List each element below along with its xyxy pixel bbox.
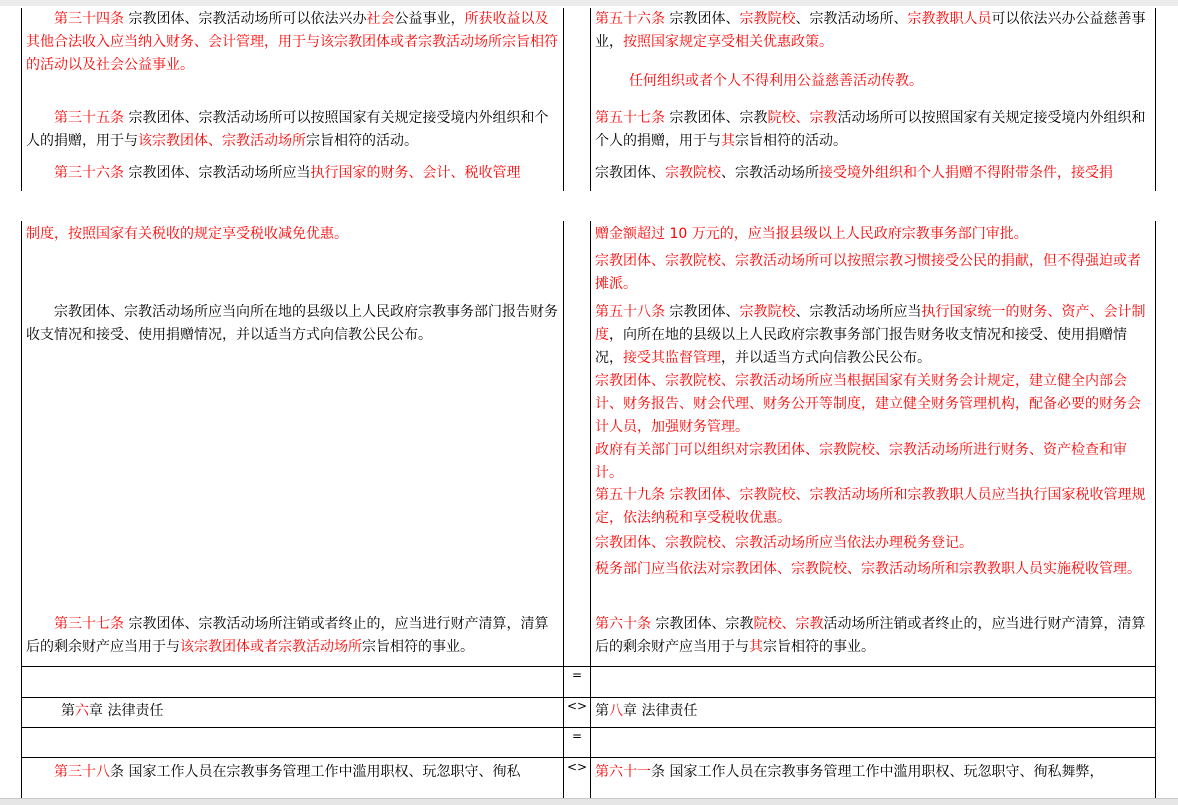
text-segment: ，向所在地的县级以上人民政府宗教事务部门报告财务收支情况和接受、使用捐赠情况， <box>595 327 1127 366</box>
changed-text: 按照国家规定享受相关优惠政策。 <box>623 34 833 50</box>
changed-text: 八 <box>609 703 623 719</box>
changed-text: 任何组织或者个人不得利用公益慈善活动传教。 <box>629 73 923 89</box>
old-article-34 <box>26 8 558 77</box>
changed-text: 社会 <box>366 11 395 27</box>
table-right-border <box>1155 221 1156 798</box>
changed-text: 第五十六条 <box>595 11 665 27</box>
text-segment: 章 法律责任 <box>623 703 698 719</box>
table-right-border <box>1155 8 1156 191</box>
text-segment: 宗教团体、 <box>665 304 740 320</box>
table-left-border <box>21 8 22 191</box>
new-article-60 <box>595 613 1151 659</box>
old-chapter-heading <box>61 700 558 723</box>
changed-text: 该宗教团体、宗教活动场所 <box>138 133 306 149</box>
new-article-58-para3 <box>595 439 1151 485</box>
changed-text: 该宗教团体或者宗教活动场所 <box>180 639 362 655</box>
changed-text: 第五十九条 宗教团体、宗教院校、宗教活动场所和宗教教职人员应当执行国家税收管理规定，依法纳税和享受税收优惠。 <box>595 487 1146 526</box>
text-segment: 活动场所可以按照国家有关规定接受境内外组织和个人的捐赠，用于与 <box>595 110 1146 149</box>
changed-text: 院校、宗教 <box>753 616 824 632</box>
changed-text: 执行国家的财务、会计、税收管理 <box>310 165 521 181</box>
changed-text: 赠金额超过 10 万元的，应当报县级以上人民政府宗教事务部门审批。 <box>595 226 1028 242</box>
new-article-59-para2 <box>595 532 1151 555</box>
table-row-border <box>21 757 1156 758</box>
changed-text: 第五十八条 <box>595 304 665 320</box>
text-segment: 第 <box>61 703 75 719</box>
changed-text: 六 <box>75 703 89 719</box>
changed-text: 所获收益以及其他合法收入应当纳入财务、会计管理，用于与该宗教团体或者宗教活动场所宗旨相符的活动以及社会公益事业。 <box>26 11 558 73</box>
changed-text: 宗教院校 <box>739 304 796 320</box>
text-segment: 宗旨相符的活动。 <box>735 133 847 149</box>
text-segment: 宗教团体、宗教 <box>665 110 768 126</box>
changed-text: 其 <box>721 133 735 149</box>
table-divider-right <box>590 221 591 798</box>
old-article-36-cont <box>26 223 558 246</box>
text-segment: 条 国家工作人员在宗教事务管理工作中滥用职权、玩忽职守、徇私 <box>110 764 521 780</box>
new-chapter-heading <box>595 700 1151 723</box>
changed-text: 宗教团体、宗教院校、宗教活动场所应当根据国家有关财务会计规定，建立健全内部会计、财务报告、财会代理、财务公开等制度，建立健全财务管理机构，配备必要的财务会计人员，加强财务管理。 <box>595 373 1141 435</box>
old-article-35 <box>26 107 558 153</box>
new-article-57 <box>595 107 1151 153</box>
changed-text: 第三十八 <box>54 764 110 780</box>
changed-text: 院校、宗教 <box>767 110 838 126</box>
old-article-36-para2 <box>26 301 558 347</box>
compare-equal-mark: = <box>571 668 583 682</box>
text-segment: 、宗教活动场所应当 <box>795 304 922 320</box>
changed-text: 宗教院校 <box>665 165 721 181</box>
text-segment: 宗旨相符的事业。 <box>763 639 875 655</box>
new-article-59 <box>595 484 1151 530</box>
changed-text: 宗教院校 <box>739 11 796 27</box>
text-segment: 宗教团体、宗教活动场所应当向所在地的县级以上人民政府宗教事务部门报告财务收支情况和接受、使用捐赠情况，并以适当方式向信教公民公布。 <box>26 304 558 343</box>
table-row-border <box>21 727 1156 728</box>
changed-text: 第五十七条 <box>595 110 665 126</box>
changed-text: 第三十七条 <box>54 616 124 632</box>
changed-text: 政府有关部门可以组织对宗教团体、宗教院校、宗教活动场所进行财务、资产检查和审计。 <box>595 442 1127 481</box>
table-row-border <box>21 666 1156 667</box>
changed-text: 第三十五条 <box>54 110 124 126</box>
table-row-border <box>21 697 1156 698</box>
text-segment: 条 国家工作人员在宗教事务管理工作中滥用职权、玩忽职守、徇私舞弊， <box>651 764 1104 780</box>
text-segment: 可以依法兴办公益慈善事业， <box>595 11 1146 50</box>
changed-text: 第三十六条 <box>54 165 124 181</box>
table-left-border <box>21 221 22 798</box>
new-article-58-para2 <box>595 370 1151 439</box>
new-article-58 <box>595 301 1151 370</box>
new-article-61 <box>595 761 1151 784</box>
changed-text: 接受境外组织和个人捐赠不得附带条件，接受捐 <box>819 165 1113 181</box>
new-article-56 <box>595 8 1151 54</box>
compare-diff-mark: <> <box>566 760 588 774</box>
changed-text: 宗教教职人员 <box>907 11 992 27</box>
text-segment: 宗旨相符的事业。 <box>362 639 474 655</box>
new-article-57-para3 <box>595 250 1151 296</box>
new-article-59-para3 <box>595 558 1151 581</box>
old-article-37 <box>26 613 558 659</box>
new-article-56-para2 <box>595 70 1151 93</box>
changed-text: 第六十条 <box>595 616 651 632</box>
changed-text: 其 <box>749 639 763 655</box>
text-segment: 宗教团体、宗教活动场所应当 <box>124 165 311 181</box>
changed-text: 制度，按照国家有关税收的规定享受税收减免优惠。 <box>26 226 348 242</box>
new-article-57-para2 <box>595 162 1151 185</box>
text-segment: 章 法律责任 <box>89 703 164 719</box>
new-article-57-cont <box>595 223 1151 246</box>
text-segment: 宗教团体、 <box>595 165 665 181</box>
text-segment: ，并以适当方式向信教公民公布。 <box>721 350 931 366</box>
old-article-38 <box>26 761 558 784</box>
changed-text: 第六十一 <box>595 764 651 780</box>
text-segment: 宗教团体、宗教活动场所可以按照国家有关规定接受境内外组织和个人的捐赠，用于与 <box>26 110 549 149</box>
text-segment: 、宗教活动场所、 <box>795 11 908 27</box>
changed-text: 接受其监督管理 <box>623 350 721 366</box>
compare-equal-mark: = <box>571 729 583 743</box>
table-divider-left <box>563 8 564 191</box>
text-segment: 第 <box>595 703 609 719</box>
changed-text: 执行国家统一的财务、资产、会计制度 <box>595 304 1146 343</box>
changed-text: 第三十四条 <box>54 11 124 27</box>
changed-text: 税务部门应当依法对宗教团体、宗教院校、宗教活动场所和宗教教职人员实施税收管理。 <box>595 561 1141 577</box>
text-segment: 公益事业， <box>394 11 465 27</box>
text-segment: 、宗教活动场所 <box>721 165 819 181</box>
text-segment: 宗教团体、宗教活动场所注销或者终止的，应当进行财产清算，清算后的剩余财产应当用于与 <box>26 616 549 655</box>
page-edge-top <box>0 0 1178 6</box>
table-divider-right <box>590 8 591 191</box>
changed-text: 宗教团体、宗教院校、宗教活动场所应当依法办理税务登记。 <box>595 535 973 551</box>
text-segment: 宗教团体、宗教 <box>651 616 754 632</box>
text-segment: 宗教团体、宗教活动场所可以依法兴办 <box>124 11 367 27</box>
old-article-36 <box>26 162 558 185</box>
compare-diff-mark: <> <box>566 699 588 713</box>
text-segment: 宗旨相符的活动。 <box>306 133 418 149</box>
text-segment: 活动场所注销或者终止的，应当进行财产清算，清算后的剩余财产应当用于与 <box>595 616 1146 655</box>
changed-text: 宗教团体、宗教院校、宗教活动场所可以按照宗教习惯接受公民的捐献，但不得强迫或者摊派。 <box>595 253 1141 292</box>
text-segment: 宗教团体、 <box>665 11 740 27</box>
